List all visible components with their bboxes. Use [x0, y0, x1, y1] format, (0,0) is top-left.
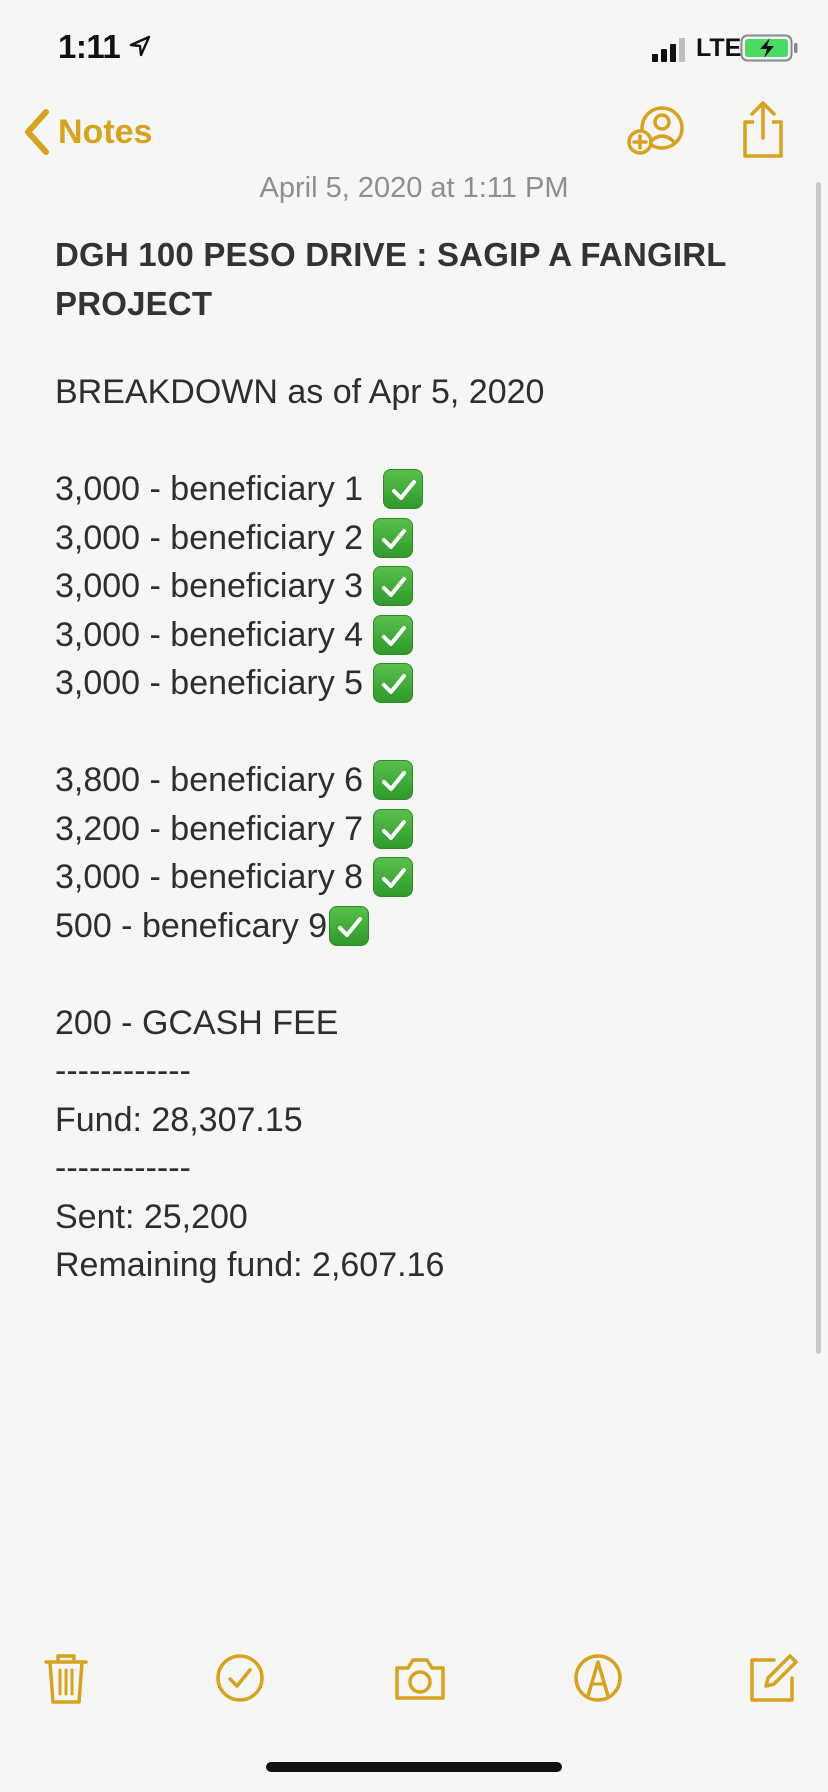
battery-charging-icon [740, 34, 798, 62]
list-item-text: 3,800 - beneficiary 6 [55, 761, 364, 799]
list-item [55, 756, 785, 805]
list-item-text: 3,200 - beneficiary 7 [55, 809, 364, 848]
list-item-text: 3,000 - beneficiary 8 [55, 858, 364, 896]
divider-line: ------------ [55, 1052, 191, 1090]
location-arrow-icon [128, 34, 152, 58]
list-item-text: 3,000 - beneficiary 1 [55, 470, 373, 508]
share-icon[interactable] [740, 100, 786, 160]
note-date: April 5, 2020 at 1:11 PM [259, 172, 569, 204]
home-indicator[interactable] [266, 1762, 562, 1772]
check-mark-button-icon [373, 857, 413, 897]
check-mark-button-icon [373, 566, 413, 606]
status-bar [0, 0, 828, 100]
check-mark-button-icon [373, 760, 413, 800]
list-item [55, 514, 785, 563]
check-mark-button-icon [373, 663, 413, 703]
list-item [55, 562, 785, 611]
list-item-text: 3,000 - beneficiary 4 [55, 615, 364, 654]
back-button[interactable] [22, 108, 152, 156]
breakdown-heading: BREAKDOWN as of Apr 5, 2020 [55, 373, 545, 411]
list-item [55, 465, 785, 514]
check-mark-button-icon [329, 906, 369, 946]
gcash-fee-line: 200 - GCASH FEE [55, 1003, 339, 1042]
compose-icon[interactable] [744, 1650, 800, 1706]
remaining-fund-line: Remaining fund: 2,607.16 [55, 1246, 445, 1284]
list-item [55, 902, 785, 951]
add-person-icon[interactable] [626, 104, 686, 160]
list-item-text: 3,000 - beneficiary 3 [55, 567, 364, 605]
status-time: 1:11 [58, 28, 121, 65]
back-button-label: Notes [58, 112, 153, 151]
list-item [55, 659, 785, 708]
check-mark-button-icon [373, 809, 413, 849]
trash-icon[interactable] [38, 1650, 94, 1706]
cellular-signal-icon [652, 38, 688, 62]
check-mark-button-icon [373, 615, 413, 655]
chevron-left-icon [22, 108, 52, 156]
divider-line: ------------ [55, 1149, 191, 1187]
camera-icon[interactable] [392, 1650, 448, 1706]
fund-line: Fund: 28,307.15 [55, 1100, 303, 1139]
check-mark-button-icon [383, 469, 423, 509]
note-title: DGH 100 PESO DRIVE : SAGIP A FANGIRL PROJECT [55, 236, 727, 322]
navigation-bar [0, 96, 828, 166]
markup-pen-icon[interactable] [570, 1650, 626, 1706]
check-mark-button-icon [373, 518, 413, 558]
list-item-text: 500 - beneficary 9 [55, 906, 328, 945]
checklist-icon[interactable] [212, 1650, 268, 1706]
list-item-text: 3,000 - beneficiary 5 [55, 664, 364, 702]
list-item [55, 611, 785, 660]
list-item [55, 805, 785, 854]
list-item-text: 3,000 - beneficiary 2 [55, 518, 364, 557]
network-type: LTE [696, 34, 742, 62]
bottom-toolbar [0, 1650, 828, 1714]
scrollbar[interactable] [816, 182, 821, 1354]
sent-line: Sent: 25,200 [55, 1197, 248, 1236]
list-item [55, 853, 785, 902]
note-body[interactable] [55, 230, 785, 1290]
